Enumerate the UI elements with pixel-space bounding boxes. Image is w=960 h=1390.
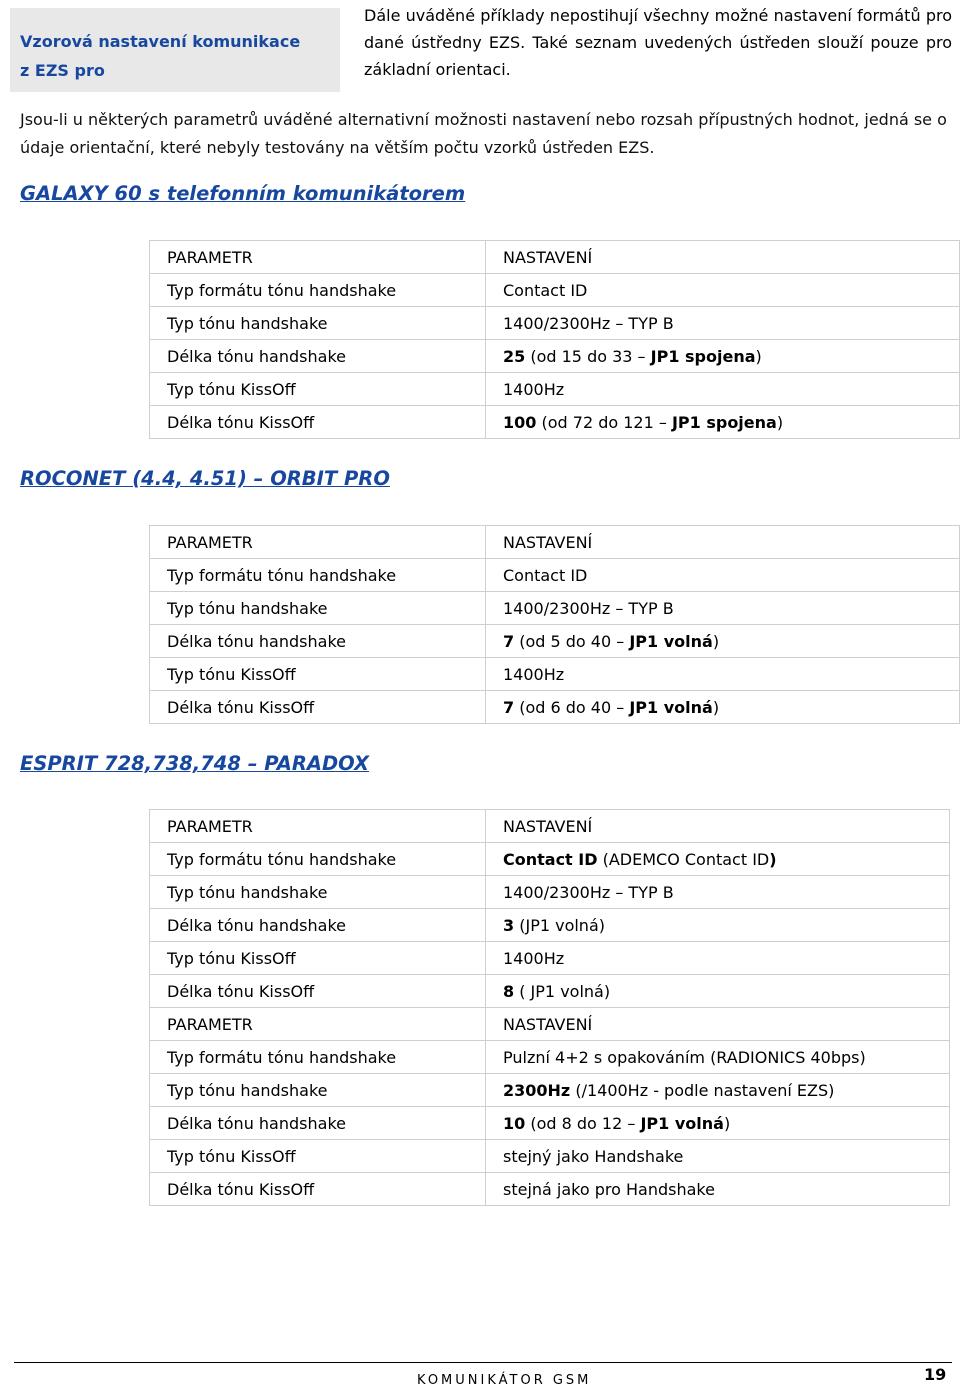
value-segment: JP1 spojena bbox=[671, 412, 777, 432]
value-segment: (od 72 do 121 – bbox=[536, 412, 672, 432]
table-row bbox=[150, 942, 950, 975]
table-row bbox=[150, 274, 960, 307]
table-row bbox=[150, 340, 960, 373]
value-cell bbox=[486, 909, 950, 942]
value-segment: Contact ID bbox=[503, 849, 598, 869]
value-segment: 7 bbox=[503, 697, 515, 717]
value-segment: NASTAVENÍ bbox=[503, 816, 593, 836]
value-segment: 10 bbox=[503, 1113, 526, 1133]
value-segment: Contact ID bbox=[503, 565, 588, 585]
param-cell: Délka tónu KissOff bbox=[150, 975, 486, 1008]
spec-table-roconet bbox=[149, 525, 960, 724]
value-segment: JP1 volná bbox=[629, 631, 713, 651]
table-row bbox=[150, 1008, 950, 1041]
param-cell: Typ formátu tónu handshake bbox=[150, 274, 486, 307]
value-segment: (/1400Hz - podle nastavení EZS) bbox=[570, 1080, 835, 1100]
section-heading-esprit: ESPRIT 728,738,748 – PARADOX bbox=[20, 752, 370, 775]
value-segment: (od 15 do 33 – bbox=[525, 346, 651, 366]
value-segment: ) bbox=[755, 346, 762, 366]
value-segment: (od 5 do 40 – bbox=[514, 631, 630, 651]
footer-label: KOMUNIKÁTOR GSM bbox=[417, 1373, 592, 1388]
value-segment: ) bbox=[769, 849, 777, 869]
value-segment: 1400/2300Hz – TYP B bbox=[503, 882, 674, 902]
value-cell bbox=[486, 274, 960, 307]
param-cell: Typ tónu handshake bbox=[150, 1074, 486, 1107]
spec-table-body bbox=[150, 241, 960, 439]
title-box bbox=[10, 8, 340, 92]
table-row bbox=[150, 559, 960, 592]
table-row bbox=[150, 691, 960, 724]
value-cell bbox=[486, 592, 960, 625]
value-cell bbox=[486, 975, 950, 1008]
param-cell: PARAMETR bbox=[150, 526, 486, 559]
param-cell: Typ formátu tónu handshake bbox=[150, 1041, 486, 1074]
value-cell bbox=[486, 1008, 950, 1041]
value-cell bbox=[486, 876, 950, 909]
table-row bbox=[150, 843, 950, 876]
table-row bbox=[150, 1074, 950, 1107]
value-cell bbox=[486, 307, 960, 340]
section-heading-galaxy: GALAXY 60 s telefonním komunikátorem bbox=[20, 182, 466, 205]
table-row bbox=[150, 1140, 950, 1173]
value-segment: 3 bbox=[503, 915, 515, 935]
param-cell: Typ formátu tónu handshake bbox=[150, 559, 486, 592]
value-cell bbox=[486, 810, 950, 843]
value-cell bbox=[486, 340, 960, 373]
title-box-text bbox=[20, 27, 330, 85]
param-cell: Typ tónu KissOff bbox=[150, 373, 486, 406]
spec-table-body bbox=[150, 810, 950, 1206]
param-cell: Typ tónu KissOff bbox=[150, 942, 486, 975]
param-cell: Typ formátu tónu handshake bbox=[150, 843, 486, 876]
title-line-1: Vzorová nastavení komunikace bbox=[20, 32, 301, 51]
table-row bbox=[150, 810, 950, 843]
param-cell: Délka tónu handshake bbox=[150, 625, 486, 658]
table-row bbox=[150, 625, 960, 658]
table-row bbox=[150, 592, 960, 625]
value-segment: ) bbox=[776, 412, 784, 432]
value-segment: ) bbox=[712, 697, 720, 717]
table-row bbox=[150, 909, 950, 942]
value-cell bbox=[486, 373, 960, 406]
value-segment: 25 bbox=[503, 346, 526, 366]
value-segment: ) bbox=[723, 1113, 731, 1133]
value-segment: ) bbox=[712, 631, 720, 651]
value-segment: Contact ID bbox=[503, 280, 588, 300]
param-cell: PARAMETR bbox=[150, 1008, 486, 1041]
param-cell: Délka tónu handshake bbox=[150, 1107, 486, 1140]
value-segment: JP1 volná bbox=[640, 1113, 724, 1133]
intro-text: Dále uváděné příklady nepostihují všechny možné nastavení formátů pro dané ústředny EZS. Také seznam uvedených ústředen slouží pouze pro základní orientaci. bbox=[364, 6, 952, 79]
value-segment: 1400Hz bbox=[503, 948, 565, 968]
param-cell: Typ tónu handshake bbox=[150, 592, 486, 625]
value-segment: NASTAVENÍ bbox=[503, 1014, 593, 1034]
table-row bbox=[150, 876, 950, 909]
param-cell: Typ tónu handshake bbox=[150, 876, 486, 909]
value-cell bbox=[486, 691, 960, 724]
value-cell bbox=[486, 241, 960, 274]
value-segment: 1400Hz bbox=[503, 379, 565, 399]
spec-table-galaxy bbox=[149, 240, 960, 439]
value-cell bbox=[486, 1173, 950, 1206]
value-segment: NASTAVENÍ bbox=[503, 532, 593, 552]
value-segment: (ADEMCO Contact ID bbox=[597, 849, 770, 869]
table-row bbox=[150, 373, 960, 406]
value-segment: (od 6 do 40 – bbox=[514, 697, 630, 717]
table-row bbox=[150, 1041, 950, 1074]
title-line-2: z EZS pro bbox=[20, 61, 105, 80]
value-segment: ( JP1 volná) bbox=[514, 981, 611, 1001]
param-cell: Typ tónu KissOff bbox=[150, 1140, 486, 1173]
param-cell: Délka tónu handshake bbox=[150, 340, 486, 373]
param-cell: Typ tónu handshake bbox=[150, 307, 486, 340]
param-cell: Délka tónu KissOff bbox=[150, 1173, 486, 1206]
value-cell bbox=[486, 658, 960, 691]
table-row bbox=[150, 975, 950, 1008]
footer-divider bbox=[14, 1362, 952, 1363]
value-cell bbox=[486, 942, 950, 975]
page-number: 19 bbox=[924, 1365, 947, 1384]
table-row bbox=[150, 658, 960, 691]
value-cell bbox=[486, 1140, 950, 1173]
table-row bbox=[150, 241, 960, 274]
section-heading-roconet: ROCONET (4.4, 4.51) – ORBIT PRO bbox=[20, 467, 390, 490]
value-cell bbox=[486, 1074, 950, 1107]
value-segment: 1400Hz bbox=[503, 664, 565, 684]
param-cell: Délka tónu KissOff bbox=[150, 406, 486, 439]
table-row bbox=[150, 406, 960, 439]
value-cell bbox=[486, 1041, 950, 1074]
value-cell bbox=[486, 526, 960, 559]
value-segment: JP1 spojena bbox=[650, 346, 756, 366]
value-cell bbox=[486, 559, 960, 592]
value-segment: 1400/2300Hz – TYP B bbox=[503, 598, 674, 618]
value-segment: JP1 volná bbox=[629, 697, 713, 717]
value-cell bbox=[486, 1107, 950, 1140]
value-segment: (JP1 volná) bbox=[514, 915, 605, 935]
value-segment: 8 bbox=[503, 981, 515, 1001]
value-segment: 1400/2300Hz – TYP B bbox=[503, 313, 674, 333]
value-segment: 2300Hz bbox=[503, 1080, 571, 1100]
table-row bbox=[150, 1107, 950, 1140]
table-row bbox=[150, 526, 960, 559]
value-segment: stejný jako Handshake bbox=[503, 1146, 684, 1166]
param-cell: PARAMETR bbox=[150, 241, 486, 274]
spec-table-esprit bbox=[149, 809, 950, 1206]
table-row bbox=[150, 1173, 950, 1206]
value-cell bbox=[486, 843, 950, 876]
value-segment: stejná jako pro Handshake bbox=[503, 1179, 715, 1199]
param-cell: Délka tónu KissOff bbox=[150, 691, 486, 724]
param-cell: Typ tónu KissOff bbox=[150, 658, 486, 691]
note-paragraph: Jsou-li u některých parametrů uváděné alternativní možnosti nastavení nebo rozsah přípustných hodnot, jedná se o údaje orientační, které nebyly testovány na větším počtu vzorků ústředen EZS. bbox=[20, 110, 947, 157]
spec-table-body bbox=[150, 526, 960, 724]
value-cell bbox=[486, 625, 960, 658]
value-segment: (od 8 do 12 – bbox=[525, 1113, 641, 1133]
value-segment: Pulzní 4+2 s opakováním (RADIONICS 40bps) bbox=[503, 1047, 866, 1067]
param-cell: Délka tónu handshake bbox=[150, 909, 486, 942]
param-cell: PARAMETR bbox=[150, 810, 486, 843]
table-row bbox=[150, 307, 960, 340]
value-segment: 7 bbox=[503, 631, 515, 651]
value-segment: 100 bbox=[503, 412, 537, 432]
value-cell bbox=[486, 406, 960, 439]
value-segment: NASTAVENÍ bbox=[503, 247, 593, 267]
